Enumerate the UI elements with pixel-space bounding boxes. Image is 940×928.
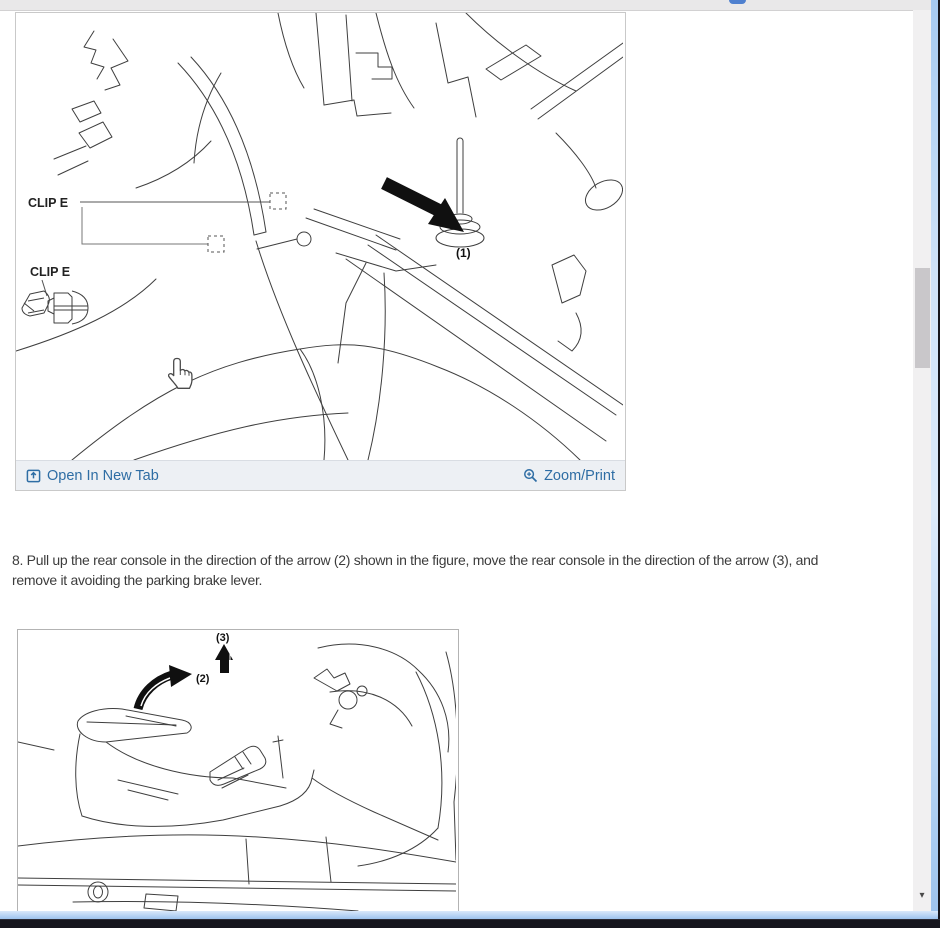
- zoom-in-icon: [523, 468, 538, 483]
- arrow-2-label: (2): [196, 673, 210, 685]
- console-clip-line-art: [16, 13, 623, 460]
- open-in-new-tab-label: Open In New Tab: [47, 467, 159, 484]
- window-frame-bottom: [0, 911, 938, 919]
- arrow-3-label: (3): [216, 632, 230, 644]
- open-in-new-tab-icon: [26, 468, 41, 483]
- direction-arrow-3: [215, 632, 233, 673]
- content-top-edge: [0, 0, 931, 11]
- vertical-scrollbar[interactable]: [913, 10, 931, 912]
- direction-arrow-1: [384, 183, 471, 260]
- scrollbar-down-arrow-icon[interactable]: ▾: [919, 890, 925, 901]
- zoom-print-link[interactable]: [523, 468, 615, 484]
- window-frame-right: [931, 0, 938, 927]
- zoom-print-label: Zoom/Print: [544, 467, 615, 484]
- step-8-line-1: 8. Pull up the rear console in the direction of the arrow (2) shown in the figure, move the rear console in the direction of the arrow (3), and: [12, 552, 819, 568]
- diagram-image-1: [16, 13, 623, 460]
- step-8-line-2: remove it avoiding the parking brake lever.: [12, 572, 263, 588]
- open-in-new-tab-link[interactable]: [26, 468, 159, 484]
- arrow-1-label: (1): [456, 246, 471, 260]
- figure-toolbar: [16, 460, 625, 490]
- clip-e-callout-bottom: [22, 265, 88, 324]
- clip-e-callout-top: [28, 193, 286, 252]
- figure-console-removal-diagram: [17, 629, 459, 913]
- clip-e-label-top: CLIP E: [28, 196, 69, 210]
- figure-console-clip-diagram: [15, 12, 626, 491]
- hand-pointer-cursor: [168, 356, 194, 392]
- direction-arrow-2: [138, 665, 210, 709]
- scrollbar-thumb[interactable]: [915, 268, 930, 368]
- top-partial-blue-element: [729, 0, 746, 4]
- step-8-instruction: [12, 550, 913, 590]
- console-removal-line-art: [18, 630, 456, 913]
- clip-e-label-bottom: CLIP E: [30, 265, 71, 279]
